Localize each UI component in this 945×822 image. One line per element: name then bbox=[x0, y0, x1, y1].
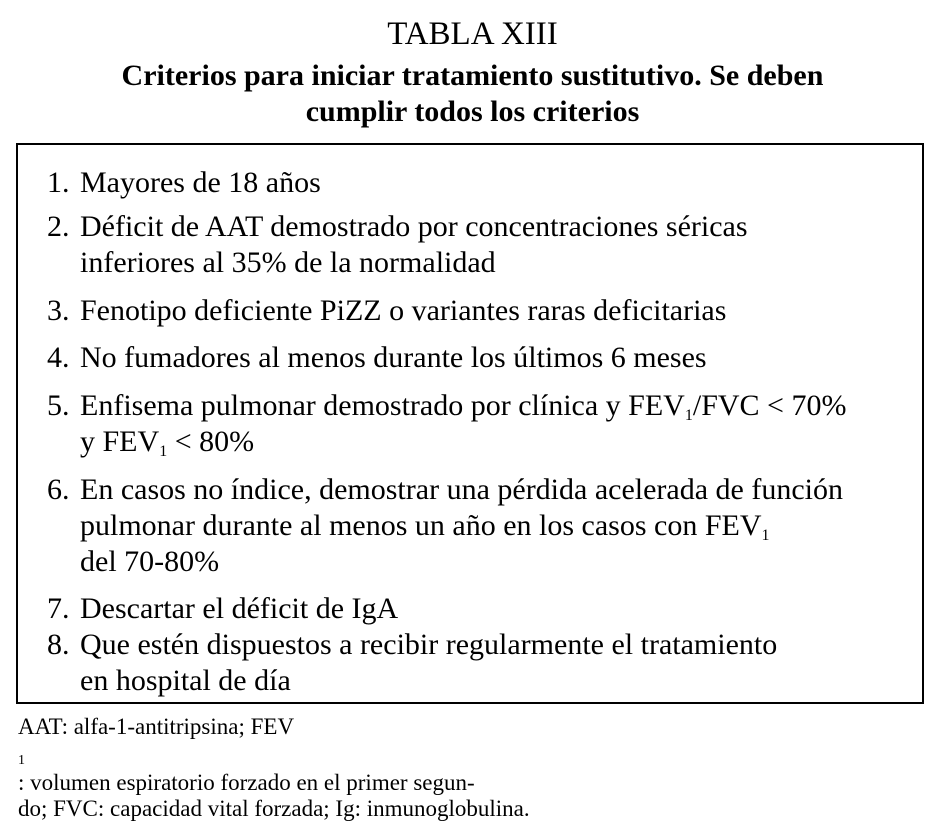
criterion-text-part: < 80% bbox=[167, 425, 255, 458]
footnote-line2: do; FVC: capacidad vital forzada; Ig: inmunoglobulina. bbox=[18, 796, 530, 821]
subscript: 1 bbox=[684, 407, 693, 424]
criterion-text-part: y FEV bbox=[80, 425, 160, 458]
criterion-text: Que estén dispuestos a recibir regularmente el tratamiento bbox=[80, 628, 778, 661]
criterion-text bbox=[80, 508, 770, 548]
footnote bbox=[18, 714, 928, 822]
criterion-number: 2. bbox=[47, 210, 70, 243]
criterion-text: en hospital de día bbox=[80, 664, 291, 697]
footnote-text-part: : volumen espiratorio forzado en el primer segun- bbox=[18, 770, 475, 795]
criterion-number: 1. bbox=[47, 166, 70, 199]
criterion-text: Descartar el déficit de IgA bbox=[80, 592, 399, 625]
criterion-text-part: pulmonar durante al menos un año en los casos con FEV bbox=[80, 509, 762, 542]
subscript: 1 bbox=[761, 527, 770, 544]
criterion-text bbox=[80, 388, 846, 428]
criterion-text: inferiores al 35% de la normalidad bbox=[80, 246, 496, 279]
criterion-text-part: /FVC < 70% bbox=[692, 389, 847, 422]
criterion-text-part: Enfisema pulmonar demostrado por clínica y FEV bbox=[80, 389, 685, 422]
criterion-number: 5. bbox=[47, 389, 70, 422]
criterion-number: 7. bbox=[47, 592, 70, 625]
table-title-line2: cumplir todos los criterios bbox=[305, 95, 640, 128]
criteria-box bbox=[16, 143, 924, 704]
criterion-number: 3. bbox=[47, 294, 70, 327]
subscript: 1 bbox=[18, 753, 25, 768]
criterion-number: 4. bbox=[47, 341, 70, 374]
footnote-text-part: AAT: alfa-1-antitripsina; FEV bbox=[18, 714, 295, 739]
table-title bbox=[40, 58, 905, 130]
criterion-text: No fumadores al menos durante los últimos 6 meses bbox=[80, 341, 707, 374]
criterion-text: Déficit de AAT demostrado por concentraciones séricas bbox=[80, 210, 748, 243]
criterion-text: del 70-80% bbox=[80, 545, 220, 578]
footnote-line1 bbox=[18, 714, 928, 796]
criterion-number: 8. bbox=[47, 628, 70, 661]
criterion-text: Mayores de 18 años bbox=[80, 166, 321, 199]
table-number: TABLA XIII bbox=[387, 16, 558, 52]
criterion-text bbox=[80, 424, 254, 464]
criterion-text: Fenotipo deficiente PiZZ o variantes raras deficitarias bbox=[80, 294, 727, 327]
table-title-line1: Criterios para iniciar tratamiento sustitutivo. Se deben bbox=[121, 59, 824, 92]
criterion-number: 6. bbox=[47, 473, 70, 506]
criterion-text: En casos no índice, demostrar una pérdida acelerada de función bbox=[80, 473, 844, 506]
subscript: 1 bbox=[159, 443, 168, 460]
